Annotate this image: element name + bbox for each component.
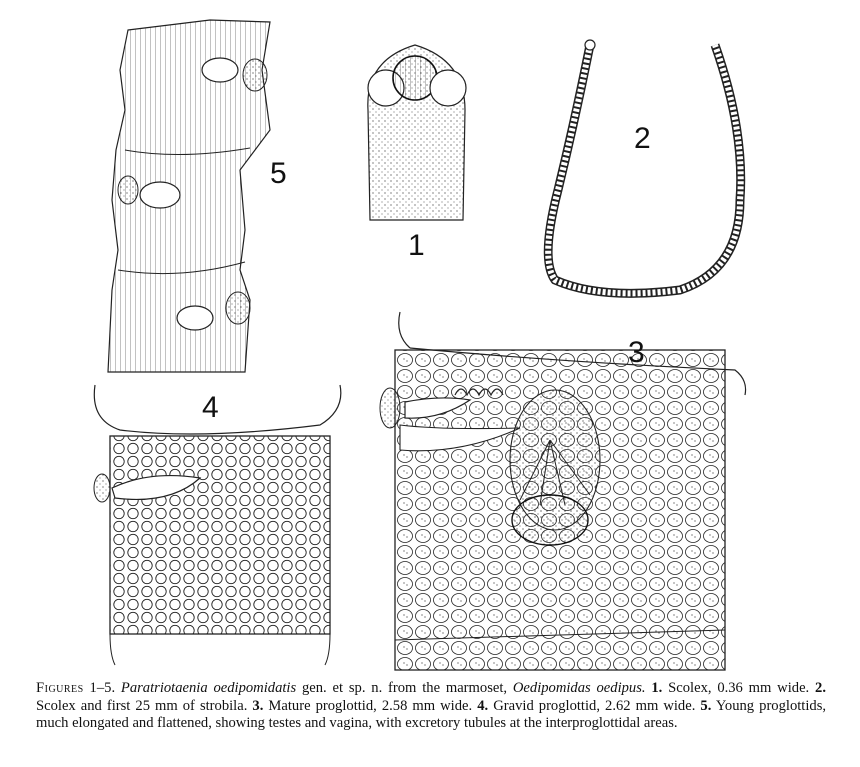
- figure-caption: [36, 680, 826, 733]
- figure-2-drawing: [548, 40, 741, 293]
- figure-1-drawing: [368, 45, 466, 220]
- caption-item-1-text: Scolex, 0.36 mm wide.: [668, 680, 810, 696]
- caption-item-5-num: 5.: [700, 697, 712, 714]
- caption-host: Oedipomidas oedipus.: [512, 680, 646, 696]
- figure-4-drawing: [94, 385, 341, 665]
- caption-item-2-text: Scolex and first 25 mm of strobila.: [36, 697, 248, 714]
- figure-5-label: 5: [270, 157, 287, 190]
- figure-1-label: 1: [408, 229, 425, 262]
- caption-range: 1–5.: [89, 680, 116, 696]
- caption-genus-species: Paratriotaenia oedipomidatis: [120, 680, 297, 696]
- figure-4-label: 4: [202, 391, 219, 424]
- caption-item-3-text: Mature proglottid, 2.58 mm wide.: [268, 697, 473, 714]
- figure-3-label: 3: [628, 336, 645, 369]
- figure-3-drawing: [380, 312, 746, 670]
- caption-species-note: gen. et sp. n. from the marmoset,: [301, 680, 508, 696]
- caption-item-5-text: Young proglottids, much elongated and flattened, showing testes and vagina, with excretory tubules at the interproglottidal areas.: [36, 697, 827, 731]
- figure-5-drawing: [108, 20, 270, 372]
- caption-item-3-num: 3.: [252, 697, 264, 714]
- caption-item-1-num: 1.: [651, 680, 663, 696]
- caption-prefix: Figures: [36, 680, 84, 696]
- caption-item-4-text: Gravid proglottid, 2.62 mm wide.: [493, 697, 696, 714]
- figure-2-label: 2: [634, 122, 651, 155]
- caption-item-2-num: 2.: [815, 680, 826, 696]
- caption-item-4-num: 4.: [477, 697, 489, 714]
